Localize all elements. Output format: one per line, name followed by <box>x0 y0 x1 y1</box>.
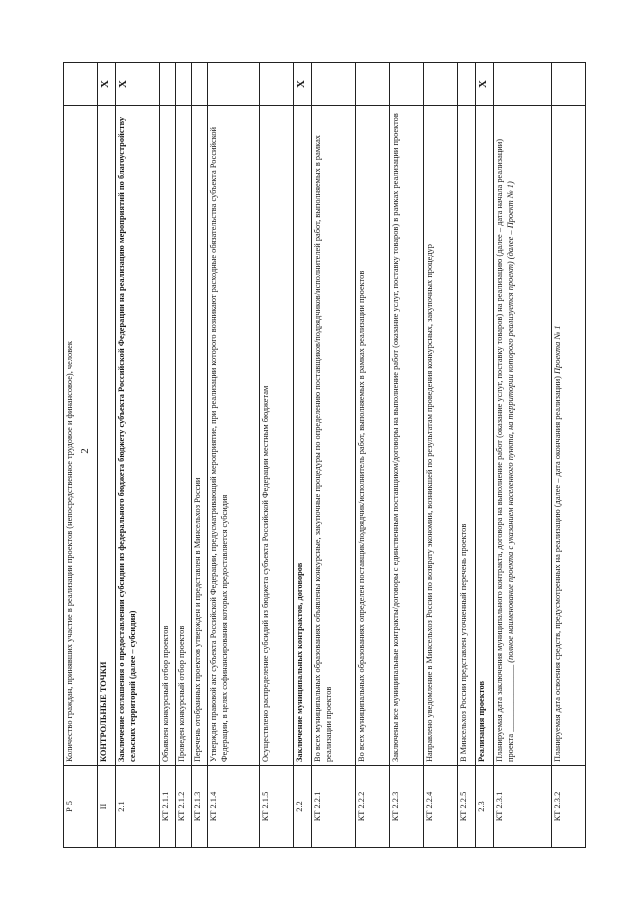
row-mark <box>208 63 260 106</box>
row-code: КТ 2.2.4 <box>424 766 458 848</box>
row-description <box>294 106 312 766</box>
row-code: КТ 2.2.1 <box>312 766 356 848</box>
table-row <box>208 63 260 848</box>
row-code: КТ 2.2.2 <box>356 766 390 848</box>
rotated-sheet <box>63 63 568 848</box>
row-code: КТ 2.1.5 <box>260 766 294 848</box>
table-row <box>64 63 98 848</box>
row-text: Во всех муниципальных образованиях объявлены конкурсные, закупочные процедуры по определению поставщиков/подрядчиков/исполнителей работ, выполняемых в рамках реализации проектов <box>313 135 333 762</box>
row-mark <box>424 63 458 106</box>
row-text: КОНТРОЛЬНЫЕ ТОЧКИ <box>99 661 108 762</box>
table-row <box>458 63 476 848</box>
row-text: Проведен конкурсный отбор проектов <box>177 625 186 762</box>
row-mark <box>356 63 390 106</box>
row-text: Реализация проектов <box>477 680 486 762</box>
row-description <box>98 106 116 766</box>
row-description <box>160 106 176 766</box>
row-description <box>476 106 494 766</box>
table-row <box>176 63 192 848</box>
row-italic-note: Проекта № 1 <box>553 325 562 374</box>
row-code: 2.3 <box>476 766 494 848</box>
row-description <box>458 106 476 766</box>
row-description <box>356 106 390 766</box>
row-description <box>176 106 192 766</box>
table-row <box>116 63 160 848</box>
row-description <box>208 106 260 766</box>
row-code: КТ 2.1.4 <box>208 766 260 848</box>
table-row <box>476 63 494 848</box>
row-text: Перечень отобранных проектов утвержден и представлен в Минсельхоз России <box>193 477 202 762</box>
row-description <box>64 106 98 766</box>
row-mark <box>312 63 356 106</box>
table-row <box>552 63 586 848</box>
row-mark: X <box>116 63 160 106</box>
table-row <box>390 63 424 848</box>
rotated-table-wrapper <box>63 63 568 848</box>
row-text: Осуществлено распределение субсидий из бюджета субъекта Российской Федерации местным бюджетам <box>261 385 270 762</box>
row-code: КТ 2.2.3 <box>390 766 424 848</box>
table-row <box>424 63 458 848</box>
row-text: Заключены все муниципальные контракты/договоры с единственным поставщиком/договоры на выполнение работ (оказание услуг, поставку товаров) в рамках реализации проектов <box>391 113 400 762</box>
row-italic-note: (полное наименование проекта с указанием населенного пункта, на территории которого реализуется проект) (далее – Проект № 1) <box>505 181 515 663</box>
row-mark: X <box>294 63 312 106</box>
row-description <box>494 106 552 766</box>
row-text: Планируемая дата заключения муниципального контракта, договора на выполнение работ (оказание услуг, поставку товаров) на реализацию (далее – дата начала реализации) проекта ________________ <box>495 138 515 762</box>
row-description <box>390 106 424 766</box>
row-text: Заключение муниципальных контрактов, договоров <box>295 562 304 762</box>
row-mark: X <box>98 63 116 106</box>
row-description <box>260 106 294 766</box>
row-code: КТ 2.3.2 <box>552 766 586 848</box>
row-text: Заключение соглашения о предоставлении субсидии из федерального бюджета бюджету субъекта Российской Федерации на реализацию мероприятий по благоустройству сельских территорий (далее – субсидия) <box>117 116 137 762</box>
row-mark <box>260 63 294 106</box>
row-mark <box>176 63 192 106</box>
row-text: Планируемая дата освоения средств, предусмотренных на реализацию (далее – дата окончания реализации) <box>553 376 562 762</box>
row-mark: X <box>476 63 494 106</box>
row-text: Во всех муниципальных образованиях определен поставщик/подрядчик/исполнитель работ, выполняемых в рамках реализации проектов <box>357 270 366 762</box>
row-text: Утвержден правовой акт субъекта Российской Федерации, предусматривающий мероприятие, при реализации которого возникают расходные обязательства субъекта Российской Федерации, в целях софинансирования которых предоставляется субсидия <box>209 126 229 762</box>
row-mark <box>552 63 586 106</box>
row-text: Направлено уведомление в Минсельхоз России по возврату экономии, возникшей по результатам проведения конкурсных, закупочных процедур <box>425 244 434 762</box>
row-text: В Минсельхоз России представлен уточненный перечень проектов <box>459 523 468 762</box>
row-mark <box>160 63 176 106</box>
row-description <box>116 106 160 766</box>
row-code: КТ 2.3.1 <box>494 766 552 848</box>
table-row <box>312 63 356 848</box>
row-code: 2.2 <box>294 766 312 848</box>
table-row <box>160 63 176 848</box>
row-mark <box>192 63 208 106</box>
table-row <box>356 63 390 848</box>
row-code: Р 5 <box>64 766 98 848</box>
row-code: КТ 2.1.2 <box>176 766 192 848</box>
table-row <box>494 63 552 848</box>
row-code: 2.1 <box>116 766 160 848</box>
row-description <box>552 106 586 766</box>
row-text: Объявлен конкурсный отбор проектов <box>161 625 170 762</box>
table-row <box>294 63 312 848</box>
row-description <box>312 106 356 766</box>
row-code: КТ 2.2.5 <box>458 766 476 848</box>
row-mark <box>64 63 98 106</box>
page-number: 2 <box>78 448 91 454</box>
row-code: КТ 2.1.3 <box>192 766 208 848</box>
row-code: II <box>98 766 116 848</box>
table-row <box>98 63 116 848</box>
row-mark <box>458 63 476 106</box>
row-mark <box>390 63 424 106</box>
row-description <box>192 106 208 766</box>
row-description <box>424 106 458 766</box>
row-text: Количество граждан, принявших участие в реализации проектов (непосредственное трудовое и финансовое), человек <box>65 341 74 762</box>
row-code: КТ 2.1.1 <box>160 766 176 848</box>
table-row <box>192 63 208 848</box>
table-row <box>260 63 294 848</box>
control-points-table <box>63 62 586 848</box>
row-mark <box>494 63 552 106</box>
